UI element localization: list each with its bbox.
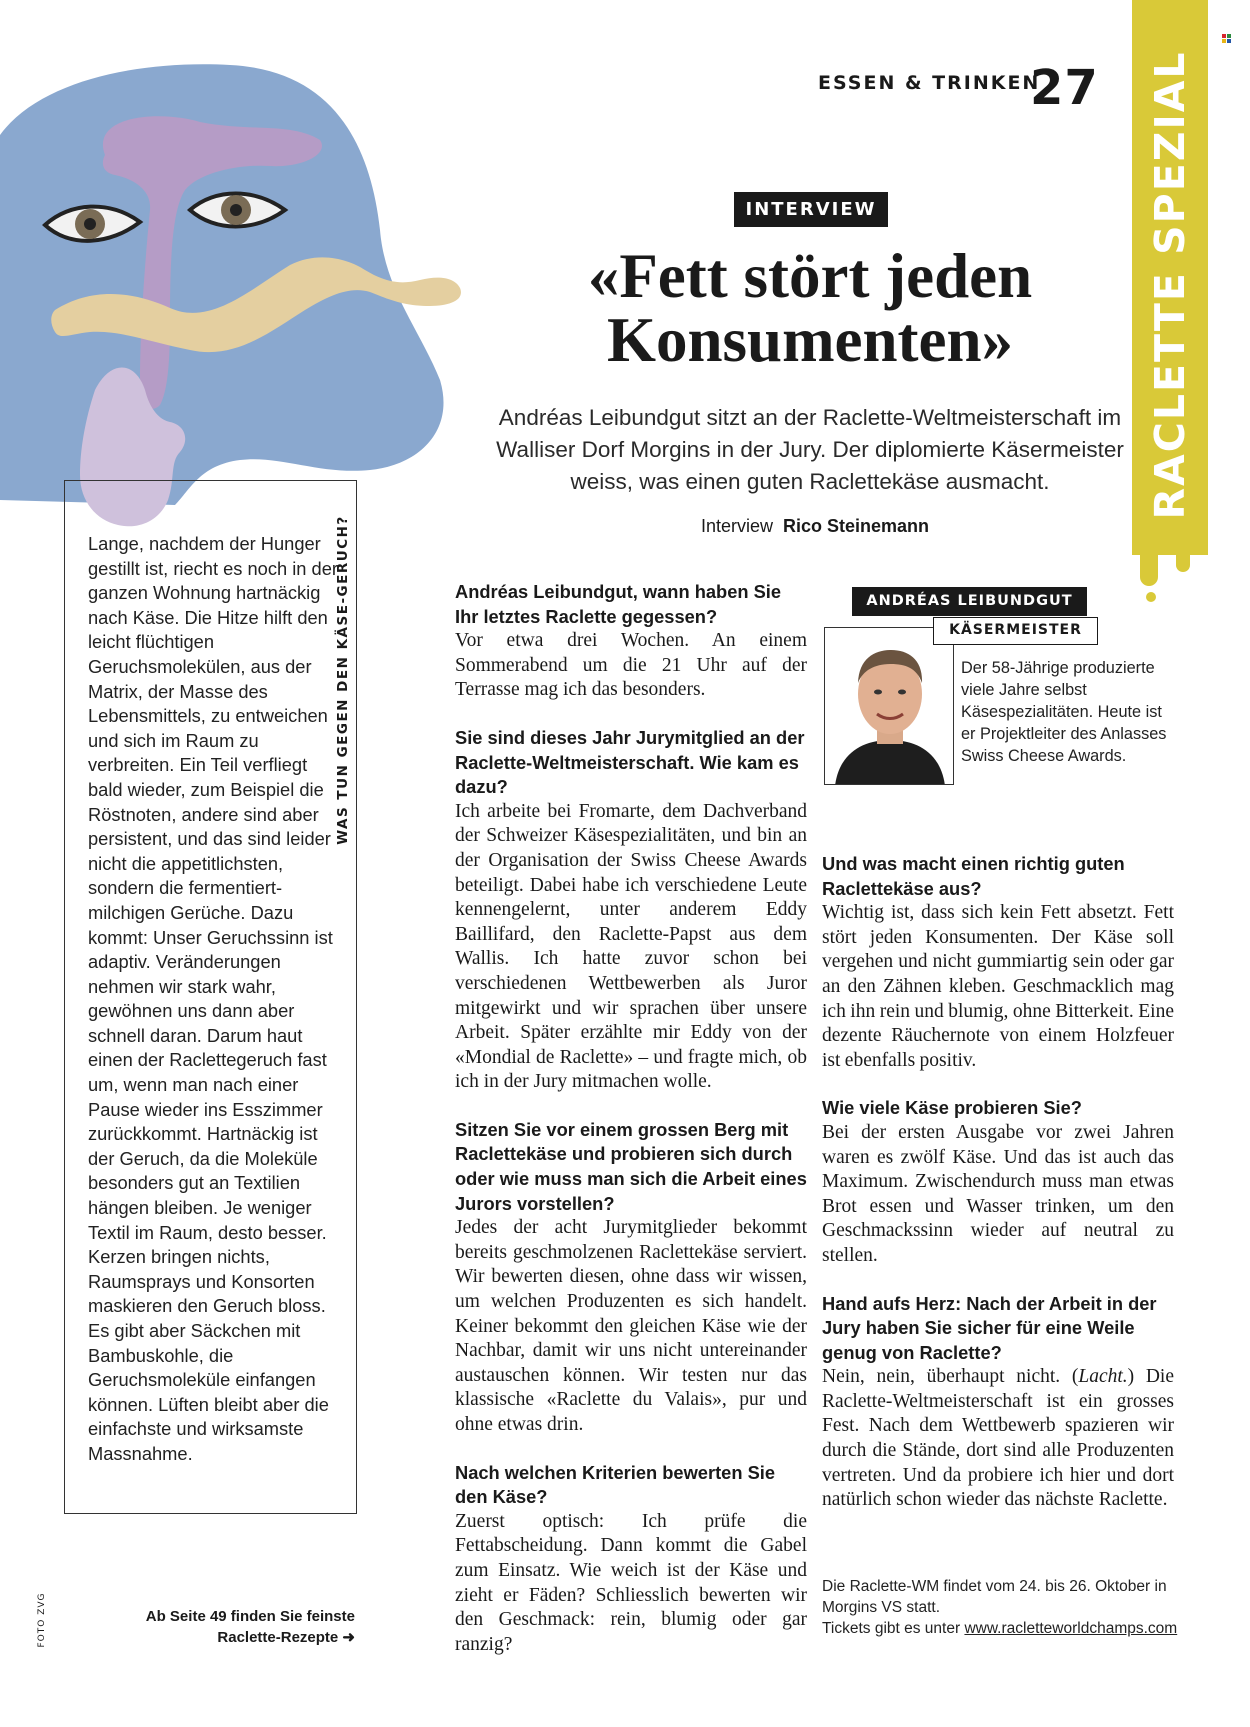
answer-italic: Lacht. bbox=[1078, 1366, 1128, 1388]
qa-item bbox=[822, 1292, 1174, 1513]
question: Andréas Leibundgut, wann haben Sie Ihr letztes Raclette gegessen? bbox=[455, 581, 782, 627]
profile-photo bbox=[824, 627, 954, 785]
qa-item bbox=[822, 852, 1174, 1073]
photo-credit: FOTO ZVG bbox=[37, 1592, 47, 1648]
event-footnote bbox=[822, 1576, 1182, 1639]
question: Sie sind dieses Jahr Jurymitglied an der Raclette-Weltmeisterschaft. Wie kam es dazu? bbox=[455, 726, 805, 798]
question: Wie viele Käse probieren Sie? bbox=[822, 1097, 1082, 1119]
banner-drop bbox=[1146, 592, 1156, 602]
byline bbox=[600, 516, 1030, 537]
byline-prefix: Interview bbox=[700, 516, 773, 536]
answer-part: Nein, nein, überhaupt nicht. ( bbox=[822, 1366, 1079, 1388]
answer-part: ) Die Raclette-Weltmeisterschaft ist ein grosses Fest. Nach dem Wettbewerb spazieren wir durch die Stände, dort sind alle Produzenten vertreten. Und da probiere ich hier und dort natürlich schon wieder das nächste Raclette. bbox=[822, 1366, 1175, 1511]
color-mark-icon bbox=[1222, 34, 1231, 43]
qa-item bbox=[455, 1118, 807, 1438]
tickets-link[interactable]: www.racletteworldchamps.com bbox=[964, 1620, 1178, 1637]
banner-drip bbox=[1140, 540, 1158, 586]
qa-item bbox=[455, 1461, 807, 1658]
answer: Vor etwa drei Wochen. An einem Sommerabend um die 21 Uhr auf der Terrasse mag ich das besonders. bbox=[455, 630, 807, 701]
recipe-link[interactable]: Ab Seite 49 finden Sie feinste Raclette-Rezepte ➜ bbox=[145, 1608, 355, 1646]
footnote-prefix: Tickets gibt es unter bbox=[822, 1620, 965, 1637]
footnote-line bbox=[822, 1618, 1182, 1639]
portrait-icon bbox=[825, 628, 954, 785]
banner-title: RACLETTE SPEZIAL bbox=[1146, 50, 1194, 520]
interview-column-middle bbox=[455, 580, 807, 1680]
question: Nach welchen Kriterien bewerten Sie den Käse? bbox=[455, 1461, 776, 1508]
answer bbox=[822, 1365, 1174, 1513]
question: Sitzen Sie vor einem grossen Berg mit Raclettekäse und probieren sich durch oder wie muss man sich die Arbeit eines Jurors vorstellen? bbox=[455, 1118, 807, 1214]
interview-column-right bbox=[822, 852, 1174, 1536]
banner-drip bbox=[1176, 548, 1190, 572]
answer: Bei der ersten Ausgabe vor zwei Jahren waren es zwölf Käse. Und das ist auch das Maximum. Zwischendurch muss man etwas Brot essen und Wasser trinken, um den Geschmackssinn wieder auf neutral zu stellen. bbox=[822, 1121, 1174, 1266]
answer: Jedes der acht Jurymitglieder bekommt bereits geschmolzenen Raclettekäse serviert. Wir bewerten diesen, ohne dass wir wissen, um welchen Produzenten es sich handelt. Keiner bekommt den gleichen Käse wie der Nachbar, damit wir uns nicht untereinander austauschen können. Wir testen nur das klassische «Raclette du Valais», pur und ohne etwas drin. bbox=[455, 1217, 807, 1435]
answer: Ich arbeite bei Fromarte, dem Dachverband der Schweizer Käsespezialitäten, und bin an der Organisation der Swiss Cheese Awards beteiligt. Dabei habe ich verschiedene Leute kennengelernt, unter anderem Eddy Baillifard, den Raclette-Papst aus dem Wallis. Ich hatte zuvor schon bei verschiedenen Wettbewerben als Juror mitgewirkt und wir sprachen über unsere Arbeit. Später erzählte mir Eddy von der «Mondial de Raclette» – und fragte mich, ob ich in der Jury mitmachen wolle. bbox=[455, 800, 807, 1093]
sidebar-text: Lange, nachdem der Hunger gestillt ist, riecht es noch in der ganzen Wohnung hartnäckig nach Käse. Die Hitze hilft den leicht flüchtigen Geruchsmolekülen, aus der Matrix, der Masse des Lebensmittels, zu entweichen und sich im Raum zu verbreiten. Ein Teil verfliegt bald wieder, zum Beispiel die Röstnoten, andere sind aber persistent, und das sind leider nicht die appetitlichsten, sondern die fermentiert-milchigen Gerüche. Dazu kommt: Unser Geruchssinn ist adaptiv. Veränderungen nehmen wir stark wahr, gewöhnen uns dann aber schnell daran. Darum haut einen der Raclettegeruch fast um, wenn man nach einer Pause wieder ins Esszimmer zurückkommt. Hartnäckig ist der Geruch, da die Moleküle besonders gut an Textilien hängen bleiben. Je weniger Textil im Raum, desto besser. Kerzen bringen nichts, Raumsprays und Konsorten maskieren den Geruch bloss. Es gibt aber Säckchen mit Bambuskohle, die Geruchsmoleküle einfangen können. Lüften bleibt aber die einfachste und wirksamste Massnahme. bbox=[88, 533, 338, 1464]
qa-item bbox=[455, 726, 807, 1095]
sidebar-title: WAS TUN GEGEN DEN KÄSE-GERUCH? bbox=[335, 507, 351, 853]
lead-paragraph: Andréas Leibundgut sitzt an der Raclette-Weltmeisterschaft im Walliser Dorf Morgins in der Jury. Der diplomierte Käsermeister weiss, was einen guten Raclettekäse ausmacht. bbox=[496, 405, 1124, 494]
profile-bio: Der 58-Jährige produzierte viele Jahre selbst Käsespezialitäten. Heute ist er Projektleiter des Anlasses Swiss Cheese Awards. bbox=[961, 659, 1167, 765]
profile-role: KÄSERMEISTER bbox=[933, 617, 1098, 645]
interview-label: INTERVIEW bbox=[734, 192, 888, 227]
byline-author: Rico Steinemann bbox=[783, 516, 930, 536]
profile-name: ANDRÉAS LEIBUNDGUT bbox=[852, 587, 1087, 616]
qa-item bbox=[455, 580, 807, 703]
qa-item bbox=[822, 1096, 1174, 1268]
page-number: 27 bbox=[1030, 60, 1099, 116]
footnote-line: Die Raclette-WM findet vom 24. bis 26. Oktober in Morgins VS statt. bbox=[822, 1578, 1167, 1616]
question: Und was macht einen richtig guten Raclettekäse aus? bbox=[822, 853, 1125, 899]
question: Hand aufs Herz: Nach der Arbeit in der Jury haben Sie sicher für eine Weile genug von Raclette? bbox=[822, 1292, 1157, 1363]
section-name: ESSEN & TRINKEN bbox=[818, 72, 1041, 94]
answer: Wichtig ist, dass sich kein Fett absetzt. Fett stört jeden Konsumenten. Der Käse soll vergehen und nicht gummiartig sein oder gar an den Zähnen kleben. Geschmacklich mag ich ihn rein und blumig, ohne Bitterkeit. Eine dezente Räuchernote von einem Holzfeuer ist ebenfalls positiv. bbox=[822, 902, 1174, 1071]
headline: «Fett stört jeden Konsumenten» bbox=[587, 241, 1033, 375]
answer: Zuerst optisch: Ich prüfe die Fettabscheidung. Dann kommt die Gabel zum Einsatz. Wie weich ist der Käse und zieht er Fäden? Schliesslich bewerten wir den Geschmack: rein, blumig oder gar ranzig? bbox=[455, 1510, 807, 1655]
